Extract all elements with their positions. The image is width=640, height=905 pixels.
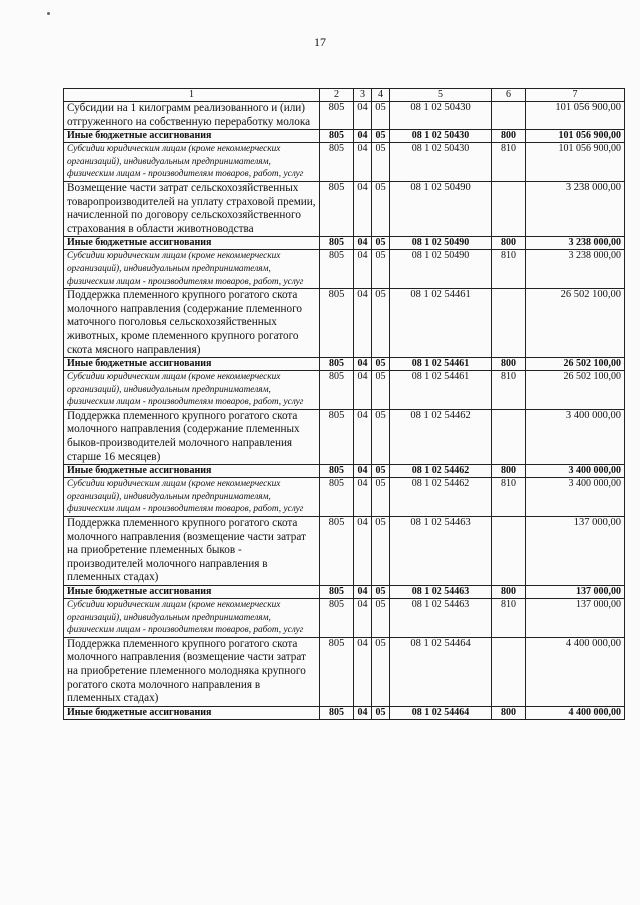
amount-cell: 137 000,00 [526, 517, 625, 586]
item-name-cell: Иные бюджетные ассигнования [64, 465, 320, 478]
header-cell-6: 6 [492, 89, 526, 102]
amount-cell: 3 400 000,00 [526, 465, 625, 478]
item-name-cell: Иные бюджетные ассигнования [64, 237, 320, 250]
expense-type-cell: 810 [492, 599, 526, 638]
section-code-cell: 805 [320, 409, 354, 464]
subchapter-code-cell: 05 [372, 102, 390, 130]
table-row [64, 358, 625, 371]
expense-type-cell: 810 [492, 478, 526, 517]
subchapter-code-cell: 05 [372, 409, 390, 464]
item-name-cell: Поддержка племенного крупного рогатого скота молочного направления (возмещение части затрат на приобретение племенных быков - производителей молочного направления в племенных стадах) [64, 517, 320, 586]
section-code-cell: 805 [320, 371, 354, 410]
expense-type-cell [492, 102, 526, 130]
header-cell-2: 2 [320, 89, 354, 102]
item-name-cell: Субсидии на 1 килограмм реализованного и (или) отгруженного на собственную переработку молока [64, 102, 320, 130]
expense-type-cell: 800 [492, 586, 526, 599]
target-article-cell: 08 1 02 50430 [390, 143, 492, 182]
section-code-cell: 805 [320, 465, 354, 478]
table-row [64, 637, 625, 706]
table-row [64, 289, 625, 358]
subchapter-code-cell: 05 [372, 371, 390, 410]
target-article-cell: 08 1 02 54461 [390, 371, 492, 410]
subchapter-code-cell: 05 [372, 181, 390, 236]
chapter-code-cell: 04 [354, 102, 372, 130]
budget-table [63, 88, 625, 720]
item-name-cell: Возмещение части затрат сельскохозяйственных товаропроизводителей на уплату страховой премии, начисленной по договору сельскохозяйственного страхования в области животноводства [64, 181, 320, 236]
subchapter-code-cell: 05 [372, 465, 390, 478]
header-cell-5: 5 [390, 89, 492, 102]
expense-type-cell: 810 [492, 143, 526, 182]
chapter-code-cell: 04 [354, 289, 372, 358]
header-cell-1: 1 [64, 89, 320, 102]
target-article-cell: 08 1 02 54462 [390, 465, 492, 478]
target-article-cell: 08 1 02 54463 [390, 599, 492, 638]
item-name-cell: Иные бюджетные ассигнования [64, 130, 320, 143]
section-code-cell: 805 [320, 586, 354, 599]
expense-type-cell [492, 517, 526, 586]
table-row [64, 102, 625, 130]
table-row [64, 599, 625, 638]
target-article-cell: 08 1 02 54463 [390, 586, 492, 599]
subchapter-code-cell: 05 [372, 637, 390, 706]
section-code-cell: 805 [320, 102, 354, 130]
chapter-code-cell: 04 [354, 250, 372, 289]
amount-cell: 26 502 100,00 [526, 358, 625, 371]
target-article-cell: 08 1 02 54464 [390, 706, 492, 719]
expense-type-cell [492, 181, 526, 236]
chapter-code-cell: 04 [354, 465, 372, 478]
table-row [64, 237, 625, 250]
expense-type-cell [492, 289, 526, 358]
table-row [64, 478, 625, 517]
item-name-cell: Субсидии юридическим лицам (кроме некоммерческих организаций), индивидуальным предпринимателям, физическим лицам - производителям товаров, работ, услуг [64, 371, 320, 410]
item-name-cell: Субсидии юридическим лицам (кроме некоммерческих организаций), индивидуальным предпринимателям, физическим лицам - производителям товаров, работ, услуг [64, 250, 320, 289]
subchapter-code-cell: 05 [372, 237, 390, 250]
amount-cell: 137 000,00 [526, 586, 625, 599]
page-number: 17 [314, 35, 326, 49]
chapter-code-cell: 04 [354, 143, 372, 182]
chapter-code-cell: 04 [354, 517, 372, 586]
header-cell-4: 4 [372, 89, 390, 102]
section-code-cell: 805 [320, 130, 354, 143]
chapter-code-cell: 04 [354, 181, 372, 236]
expense-type-cell: 810 [492, 250, 526, 289]
subchapter-code-cell: 05 [372, 250, 390, 289]
target-article-cell: 08 1 02 50490 [390, 237, 492, 250]
item-name-cell: Иные бюджетные ассигнования [64, 358, 320, 371]
chapter-code-cell: 04 [354, 358, 372, 371]
target-article-cell: 08 1 02 50430 [390, 102, 492, 130]
amount-cell: 137 000,00 [526, 599, 625, 638]
target-article-cell: 08 1 02 50490 [390, 250, 492, 289]
chapter-code-cell: 04 [354, 371, 372, 410]
subchapter-code-cell: 05 [372, 143, 390, 182]
expense-type-cell: 800 [492, 358, 526, 371]
table-row [64, 130, 625, 143]
chapter-code-cell: 04 [354, 130, 372, 143]
table-row [64, 181, 625, 236]
target-article-cell: 08 1 02 54462 [390, 409, 492, 464]
item-name-cell: Поддержка племенного крупного рогатого скота молочного направления (содержание племенных быков-производителей молочного направления старше 16 месяцев) [64, 409, 320, 464]
subchapter-code-cell: 05 [372, 358, 390, 371]
amount-cell: 3 238 000,00 [526, 237, 625, 250]
subchapter-code-cell: 05 [372, 289, 390, 358]
amount-cell: 3 238 000,00 [526, 250, 625, 289]
item-name-cell: Поддержка племенного крупного рогатого скота молочного направления (возмещение части затрат на приобретение племенного молодняка крупного рогатого скота молочного направления в племенных стадах) [64, 637, 320, 706]
subchapter-code-cell: 05 [372, 706, 390, 719]
amount-cell: 101 056 900,00 [526, 130, 625, 143]
table-row [64, 250, 625, 289]
amount-cell: 26 502 100,00 [526, 371, 625, 410]
item-name-cell: Поддержка племенного крупного рогатого скота молочного направления (содержание племенного маточного поголовья сельскохозяйственных животных, кроме племенного крупного рогатого скота мясного направления) [64, 289, 320, 358]
chapter-code-cell: 04 [354, 706, 372, 719]
section-code-cell: 805 [320, 289, 354, 358]
target-article-cell: 08 1 02 54463 [390, 517, 492, 586]
subchapter-code-cell: 05 [372, 599, 390, 638]
target-article-cell: 08 1 02 54464 [390, 637, 492, 706]
subchapter-code-cell: 05 [372, 478, 390, 517]
chapter-code-cell: 04 [354, 599, 372, 638]
section-code-cell: 805 [320, 637, 354, 706]
item-name-cell: Иные бюджетные ассигнования [64, 706, 320, 719]
chapter-code-cell: 04 [354, 586, 372, 599]
section-code-cell: 805 [320, 143, 354, 182]
target-article-cell: 08 1 02 54462 [390, 478, 492, 517]
subchapter-code-cell: 05 [372, 130, 390, 143]
target-article-cell: 08 1 02 54461 [390, 289, 492, 358]
subchapter-code-cell: 05 [372, 517, 390, 586]
amount-cell: 3 400 000,00 [526, 478, 625, 517]
expense-type-cell [492, 637, 526, 706]
table-row [64, 706, 625, 719]
chapter-code-cell: 04 [354, 478, 372, 517]
table-row [64, 371, 625, 410]
amount-cell: 26 502 100,00 [526, 289, 625, 358]
table-row [64, 143, 625, 182]
amount-cell: 4 400 000,00 [526, 637, 625, 706]
item-name-cell: Субсидии юридическим лицам (кроме некоммерческих организаций), индивидуальным предпринимателям, физическим лицам - производителям товаров, работ, услуг [64, 599, 320, 638]
table-row [64, 517, 625, 586]
chapter-code-cell: 04 [354, 637, 372, 706]
expense-type-cell [492, 409, 526, 464]
amount-cell: 3 400 000,00 [526, 409, 625, 464]
expense-type-cell: 800 [492, 465, 526, 478]
target-article-cell: 08 1 02 54461 [390, 358, 492, 371]
section-code-cell: 805 [320, 237, 354, 250]
expense-type-cell: 810 [492, 371, 526, 410]
section-code-cell: 805 [320, 599, 354, 638]
item-name-cell: Иные бюджетные ассигнования [64, 586, 320, 599]
chapter-code-cell: 04 [354, 237, 372, 250]
section-code-cell: 805 [320, 517, 354, 586]
header-cell-7: 7 [526, 89, 625, 102]
table-row [64, 409, 625, 464]
expense-type-cell: 800 [492, 706, 526, 719]
target-article-cell: 08 1 02 50430 [390, 130, 492, 143]
subchapter-code-cell: 05 [372, 586, 390, 599]
target-article-cell: 08 1 02 50490 [390, 181, 492, 236]
section-code-cell: 805 [320, 478, 354, 517]
section-code-cell: 805 [320, 706, 354, 719]
table-row [64, 465, 625, 478]
amount-cell: 3 238 000,00 [526, 181, 625, 236]
scan-speck [47, 12, 50, 15]
section-code-cell: 805 [320, 181, 354, 236]
item-name-cell: Субсидии юридическим лицам (кроме некоммерческих организаций), индивидуальным предпринимателям, физическим лицам - производителям товаров, работ, услуг [64, 143, 320, 182]
table-row [64, 586, 625, 599]
table-header-row [64, 89, 625, 102]
amount-cell: 101 056 900,00 [526, 143, 625, 182]
amount-cell: 4 400 000,00 [526, 706, 625, 719]
header-cell-3: 3 [354, 89, 372, 102]
expense-type-cell: 800 [492, 237, 526, 250]
section-code-cell: 805 [320, 250, 354, 289]
amount-cell: 101 056 900,00 [526, 102, 625, 130]
item-name-cell: Субсидии юридическим лицам (кроме некоммерческих организаций), индивидуальным предпринимателям, физическим лицам - производителям товаров, работ, услуг [64, 478, 320, 517]
section-code-cell: 805 [320, 358, 354, 371]
chapter-code-cell: 04 [354, 409, 372, 464]
expense-type-cell: 800 [492, 130, 526, 143]
